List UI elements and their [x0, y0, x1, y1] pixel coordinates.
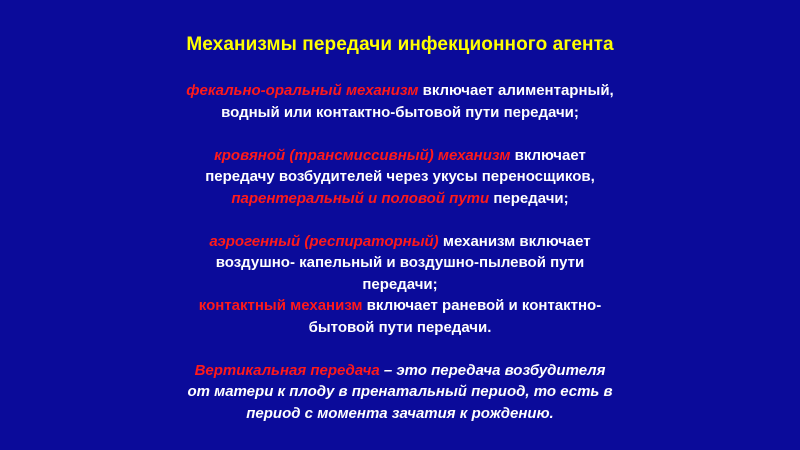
- term-blood-transmissive: кровяной (трансмиссивный) механизм: [214, 146, 511, 164]
- slide-body: [100, 80, 700, 424]
- paragraph-line: бытовой пути передачи.: [308, 318, 492, 336]
- text-fragment: включает алиментарный,: [418, 82, 614, 99]
- paragraph-line: [100, 231, 700, 253]
- text-fragment: – это передача возбудителя: [379, 361, 606, 379]
- term-aerogenic: аэрогенный (респираторный): [209, 232, 439, 250]
- paragraph-line: водный или контактно-бытовой пути передачи;: [221, 103, 579, 121]
- paragraph-fecal-oral: [100, 80, 700, 123]
- term-contact: контактный механизм: [198, 297, 363, 314]
- paragraph-line: [100, 145, 700, 167]
- paragraph-vertical: [100, 360, 700, 425]
- spacer: [100, 123, 700, 145]
- paragraph-line: [100, 188, 700, 210]
- term-fecal-oral: фекально-оральный механизм: [186, 82, 419, 99]
- spacer: [100, 209, 700, 231]
- slide-title: Механизмы передачи инфекционного агента: [186, 34, 614, 55]
- paragraph-line: воздушно- капельный и воздушно-пылевой пути: [215, 254, 585, 271]
- paragraph-aerogenic: [100, 231, 700, 296]
- term-parenteral: парентеральный и половой пути: [231, 189, 490, 207]
- paragraph-line: [100, 360, 700, 382]
- text-fragment: включает раневой и контактно-: [362, 297, 602, 314]
- paragraph-line: передачи;: [362, 275, 438, 293]
- paragraph-line: [100, 295, 700, 317]
- text-fragment: передачи;: [489, 189, 569, 207]
- paragraph-blood: [100, 145, 700, 210]
- term-vertical: Вертикальная передача: [194, 361, 380, 379]
- paragraph-contact: [100, 295, 700, 338]
- text-fragment: включает: [510, 146, 586, 164]
- text-fragment: механизм включает: [438, 232, 591, 250]
- paragraph-line: от матери к плоду в пренатальный период, то есть в: [187, 383, 613, 400]
- paragraph-line: [100, 80, 700, 102]
- paragraph-line: период с момента зачатия к рождению.: [246, 404, 554, 422]
- spacer: [100, 338, 700, 360]
- paragraph-line: передачу возбудителей через укусы переносщиков,: [205, 168, 595, 185]
